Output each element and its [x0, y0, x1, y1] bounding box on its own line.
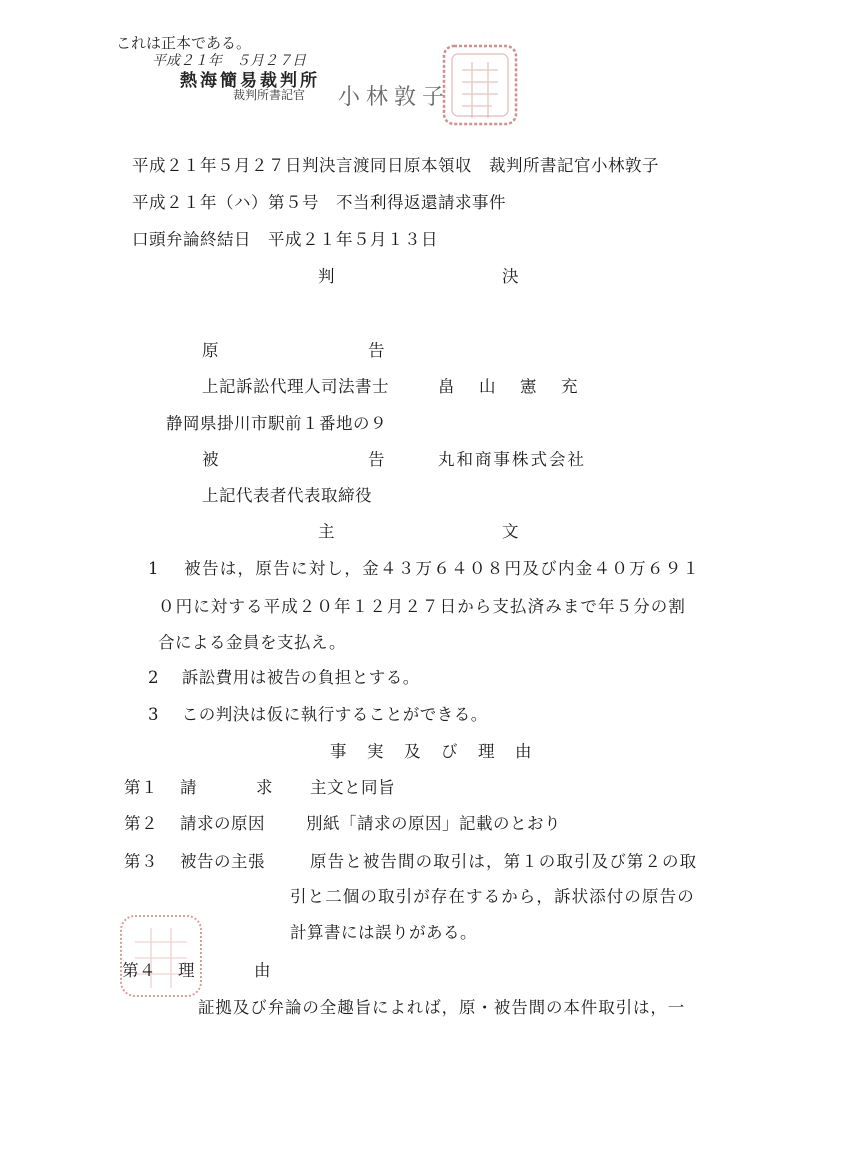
cert-date: 平成２１年 ５月２７日: [152, 53, 306, 69]
main-item-1-line-3: 合による金員を支払え。: [158, 633, 346, 652]
representative-label: 上記代表者代表取締役: [202, 486, 372, 505]
main-item-3: 3 この判決は仮に執行することができる。: [148, 705, 488, 724]
case-number: 平成２１年（ハ）第５号 不当利得返還請求事件: [132, 193, 506, 212]
section-2-label: 請求の原因: [180, 814, 265, 833]
agent-name: 畠 山 憲 充: [438, 377, 582, 396]
main-item-1-line-1: 1 被告は，原告に対し，金４３万６４０８円及び内金４０万６９１: [148, 559, 701, 578]
official-seal-icon: [440, 42, 520, 128]
defendant-address: 静岡県掛川市駅前１番地の９: [166, 414, 387, 433]
defendant-label-2: 告: [368, 450, 385, 469]
plaintiff-label-1: 原: [202, 341, 219, 360]
main-item-1-line-2: ０円に対する平成２０年１２月２７日から支払済みまで年５分の割: [158, 597, 686, 616]
closing-date: 口頭弁論終結日 平成２１年５月１３日: [132, 230, 438, 249]
cert-line-1: これは正本である。: [116, 34, 252, 52]
section-4-label-2: 由: [254, 961, 271, 980]
main-heading-2: 文: [502, 522, 519, 541]
plaintiff-label-2: 告: [368, 341, 385, 360]
section-2-number: 第２: [124, 814, 158, 833]
title-char-1: 判: [318, 267, 335, 286]
main-item-2: 2 訴訟費用は被告の負担とする。: [148, 668, 420, 687]
defendant-name: 丸和商事株式会社: [438, 450, 586, 469]
section-4-label-1: 理: [178, 961, 195, 980]
section-4-line-1: 証拠及び弁論の全趣旨によれば，原・被告間の本件取引は，一: [198, 998, 686, 1017]
cert-role: 裁判所書記官: [233, 88, 306, 102]
cert-name: 小林敦子: [338, 85, 451, 110]
section-1-text: 主文と同旨: [310, 778, 395, 797]
section-3-label: 被告の主張: [180, 852, 265, 871]
section-3-number: 第３: [124, 852, 158, 871]
title-char-2: 決: [502, 267, 519, 286]
section-3-line-3: 計算書には誤りがある。: [290, 923, 477, 942]
defendant-label-1: 被: [202, 450, 219, 469]
cert-court: 熱海簡易裁判所: [180, 71, 320, 91]
main-heading-1: 主: [318, 522, 335, 541]
page-seal-icon: [117, 912, 205, 1000]
section-2-text: 別紙「請求の原因」記載のとおり: [306, 814, 561, 833]
section-1-label-1: 請: [180, 778, 197, 797]
section-1-label-2: 求: [256, 778, 273, 797]
section-3-line-1: 原告と被告間の取引は，第１の取引及び第２の取: [310, 852, 698, 871]
section-3-line-2: 引と二個の取引が存在するから，訴状添付の原告の: [290, 887, 695, 906]
facts-heading: 事 実 及 び 理 由: [330, 742, 534, 761]
agent-label: 上記訴訟代理人司法書士: [202, 377, 389, 396]
section-1-number: 第１: [124, 778, 158, 797]
issue-line: 平成２１年５月２７日判決言渡同日原本領収 裁判所書記官小林敦子: [132, 156, 659, 175]
section-4-number: 第４: [122, 961, 156, 980]
